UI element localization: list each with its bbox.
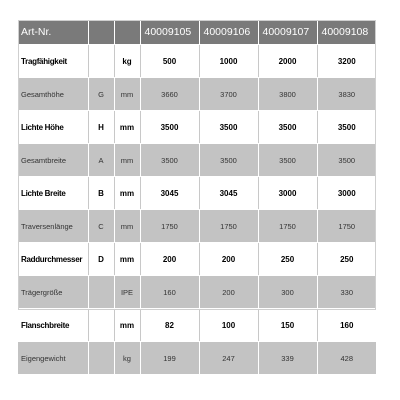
row-unit: mm bbox=[114, 243, 140, 276]
row-value: 82 bbox=[140, 309, 199, 342]
header-article-number: 40009106 bbox=[199, 20, 258, 45]
row-value: 3045 bbox=[140, 177, 199, 210]
header-label: Art-Nr. bbox=[18, 20, 88, 45]
row-value: 1750 bbox=[317, 210, 376, 243]
row-value: 3660 bbox=[140, 78, 199, 111]
row-unit: kg bbox=[114, 45, 140, 78]
table-row bbox=[18, 78, 376, 111]
header-article-number: 40009107 bbox=[258, 20, 317, 45]
row-label: Tragfähigkeit bbox=[18, 45, 88, 78]
row-symbol bbox=[88, 342, 114, 375]
row-symbol: B bbox=[88, 177, 114, 210]
row-value: 3500 bbox=[199, 111, 258, 144]
row-value: 428 bbox=[317, 342, 376, 375]
row-value: 500 bbox=[140, 45, 199, 78]
row-value: 3500 bbox=[317, 144, 376, 177]
row-value: 3500 bbox=[140, 144, 199, 177]
row-value: 3500 bbox=[140, 111, 199, 144]
row-value: 3830 bbox=[317, 78, 376, 111]
row-value: 300 bbox=[258, 276, 317, 309]
row-symbol bbox=[88, 45, 114, 78]
table-row bbox=[18, 243, 376, 276]
row-unit: mm bbox=[114, 309, 140, 342]
table-row bbox=[18, 111, 376, 144]
row-unit: mm bbox=[114, 111, 140, 144]
row-label: Eigengewicht bbox=[18, 342, 88, 375]
row-symbol bbox=[88, 276, 114, 309]
row-label: Flanschbreite bbox=[18, 309, 88, 342]
row-unit: kg bbox=[114, 342, 140, 375]
row-value: 250 bbox=[258, 243, 317, 276]
row-value: 160 bbox=[140, 276, 199, 309]
row-value: 3000 bbox=[258, 177, 317, 210]
header-empty-cell bbox=[114, 20, 140, 45]
row-symbol: D bbox=[88, 243, 114, 276]
row-value: 2000 bbox=[258, 45, 317, 78]
row-value: 150 bbox=[258, 309, 317, 342]
row-value: 247 bbox=[199, 342, 258, 375]
table-row bbox=[18, 309, 376, 342]
row-label: Raddurchmesser bbox=[18, 243, 88, 276]
table-row bbox=[18, 210, 376, 243]
row-symbol bbox=[88, 309, 114, 342]
row-value: 160 bbox=[317, 309, 376, 342]
table-row bbox=[18, 45, 376, 78]
row-unit: mm bbox=[114, 210, 140, 243]
table-header-row bbox=[18, 20, 376, 45]
row-value: 339 bbox=[258, 342, 317, 375]
row-value: 3000 bbox=[317, 177, 376, 210]
row-value: 3500 bbox=[317, 111, 376, 144]
row-unit: mm bbox=[114, 144, 140, 177]
row-symbol: C bbox=[88, 210, 114, 243]
table-row bbox=[18, 342, 376, 375]
table-row bbox=[18, 144, 376, 177]
row-value: 200 bbox=[199, 243, 258, 276]
row-label: Lichte Höhe bbox=[18, 111, 88, 144]
row-value: 200 bbox=[199, 276, 258, 309]
header-empty-cell bbox=[88, 20, 114, 45]
header-article-number: 40009105 bbox=[140, 20, 199, 45]
row-value: 3700 bbox=[199, 78, 258, 111]
row-unit: IPE bbox=[114, 276, 140, 309]
table-row bbox=[18, 177, 376, 210]
row-value: 3800 bbox=[258, 78, 317, 111]
row-value: 3500 bbox=[258, 111, 317, 144]
row-value: 1750 bbox=[199, 210, 258, 243]
row-symbol: A bbox=[88, 144, 114, 177]
row-symbol: G bbox=[88, 78, 114, 111]
row-value: 199 bbox=[140, 342, 199, 375]
row-label: Traversenlänge bbox=[18, 210, 88, 243]
row-symbol: H bbox=[88, 111, 114, 144]
row-value: 3045 bbox=[199, 177, 258, 210]
row-value: 250 bbox=[317, 243, 376, 276]
row-unit: mm bbox=[114, 78, 140, 111]
row-label: Trägergröße bbox=[18, 276, 88, 309]
row-value: 3500 bbox=[258, 144, 317, 177]
table-row bbox=[18, 276, 376, 309]
row-value: 3500 bbox=[199, 144, 258, 177]
row-value: 100 bbox=[199, 309, 258, 342]
row-value: 1750 bbox=[140, 210, 199, 243]
row-value: 200 bbox=[140, 243, 199, 276]
row-value: 1000 bbox=[199, 45, 258, 78]
row-label: Gesamtbreite bbox=[18, 144, 88, 177]
row-value: 330 bbox=[317, 276, 376, 309]
row-unit: mm bbox=[114, 177, 140, 210]
row-value: 1750 bbox=[258, 210, 317, 243]
header-article-number: 40009108 bbox=[317, 20, 376, 45]
row-label: Gesamthöhe bbox=[18, 78, 88, 111]
row-value: 3200 bbox=[317, 45, 376, 78]
spec-table bbox=[18, 20, 376, 375]
row-label: Lichte Breite bbox=[18, 177, 88, 210]
